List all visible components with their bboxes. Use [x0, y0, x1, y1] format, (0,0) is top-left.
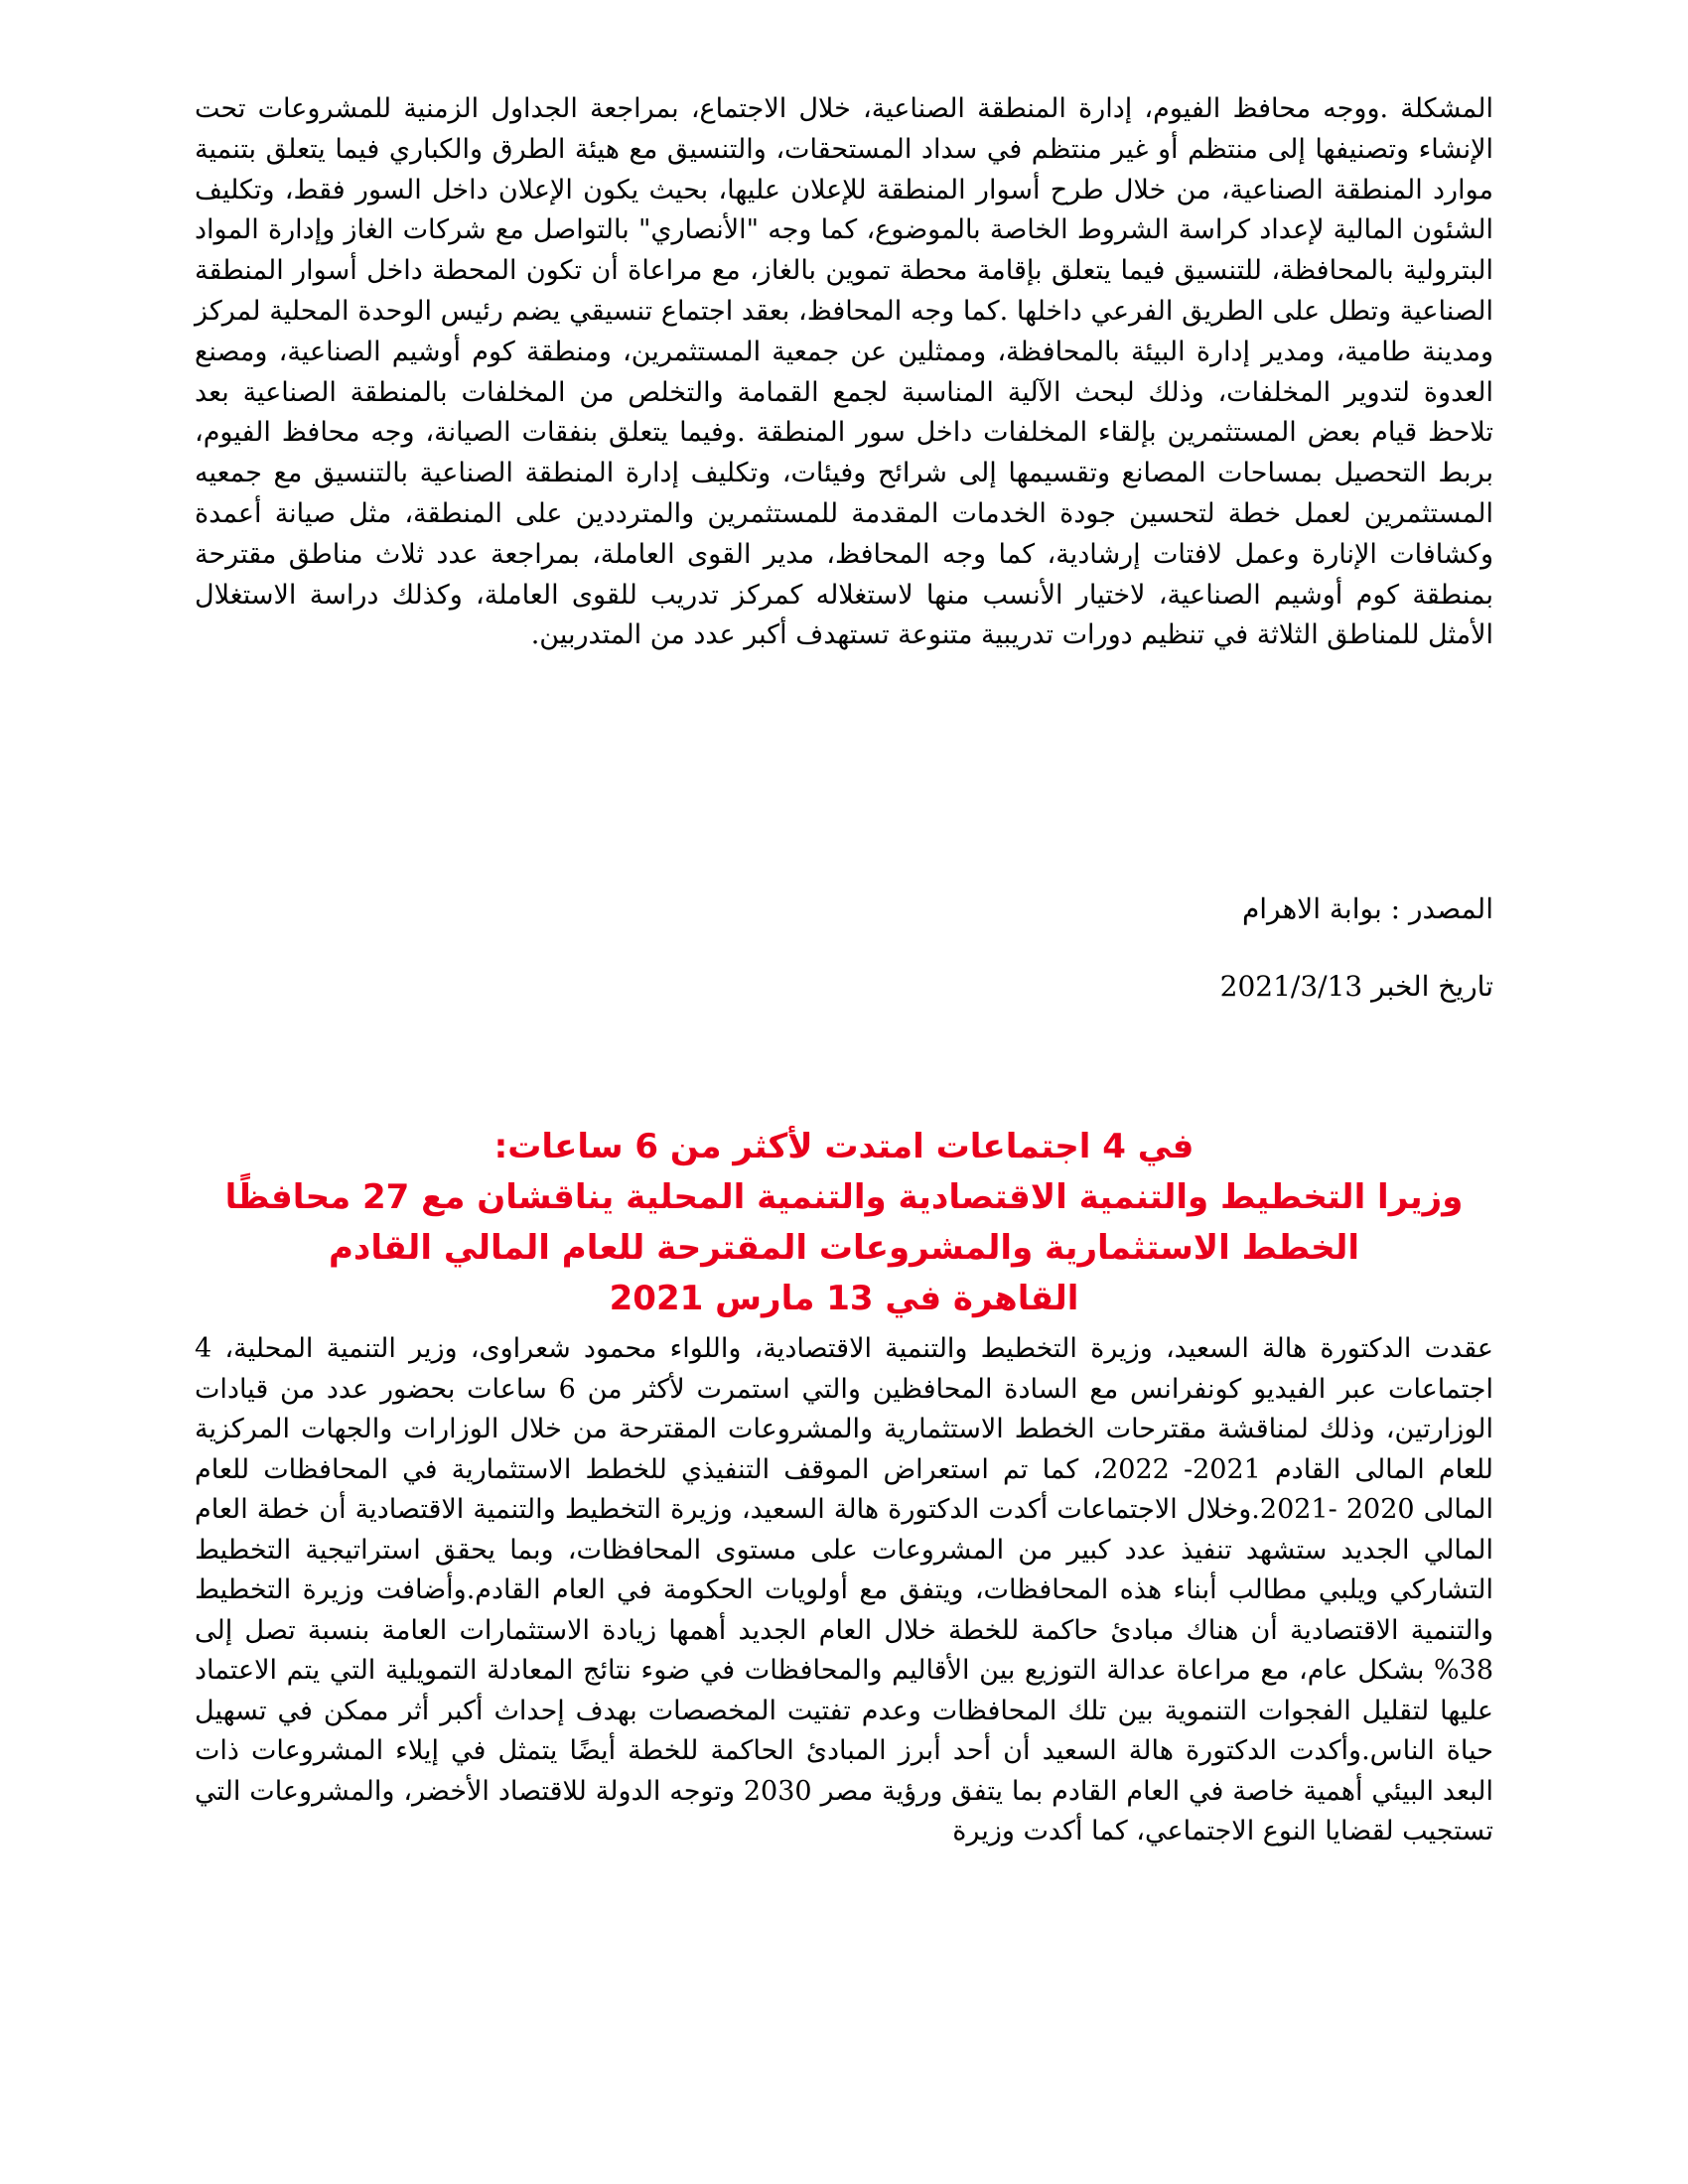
- article-headline: [195, 1122, 1493, 1324]
- headline-line-1: في 4 اجتماعات امتدت لأكثر من 6 ساعات:: [493, 1127, 1195, 1166]
- article-body-paragraph: المشكلة .ووجه محافظ الفيوم، إدارة المنطقة الصناعية، خلال الاجتماع، بمراجعة الجداول الزمنية للمشروعات تحت الإنشاء وتصنيفها إلى منتظم أو غير منتظم في سداد المستحقات، والتنسيق مع هيئة الطرق والكباري فيما يتعلق بتنمية موارد المنطقة الصناعية، من خلال طرح أسوار المنطقة للإعلان عليها، بحيث يكون الإعلان داخل السور فقط، وتكليف الشئون المالية لإعداد كراسة الشروط الخاصة بالموضوع، كما وجه "الأنصاري" بالتواصل مع شركات الغاز وإدارة المواد البترولية بالمحافظة، للتنسيق فيما يتعلق بإقامة محطة تموين بالغاز، مع مراعاة أن تكون المحطة داخل أسوار المنطقة الصناعية وتطل على الطريق الفرعي داخلها .كما وجه المحافظ، بعقد اجتماع تنسيقي يضم رئيس الوحدة المحلية لمركز ومدينة طامية، ومدير إدارة البيئة بالمحافظة، وممثلين عن جمعية المستثمرين، ومنطقة كوم أوشيم الصناعية، ومصنع العدوة لتدوير المخلفات، وذلك لبحث الآلية المناسبة لجمع القمامة والتخلص من المخلفات بالمنطقة الصناعية بعد تلاحظ قيام بعض المستثمرين بإلقاء المخلفات داخل سور المنطقة .وفيما يتعلق بنفقات الصيانة، وجه محافظ الفيوم، بربط التحصيل بمساحات المصانع وتقسيمها إلى شرائح وفيئات، وتكليف إدارة المنطقة الصناعية بالتنسيق مع جمعيه المستثمرين لعمل خطة لتحسين جودة الخدمات المقدمة للمستثمرين والمترددين على المنطقة، مثل صيانة أعمدة وكشافات الإنارة وعمل لافتات إرشادية، كما وجه المحافظ، مدير القوى العاملة، بمراجعة عدد ثلاث مناطق مقترحة بمنطقة كوم أوشيم الصناعية، لاختيار الأنسب منها لاستغلاله كمركز تدريب للقوى العاملة، وكذلك دراسة الاستغلال الأمثل للمناطق الثلاثة في تنظيم دورات تدريبية متنوعة تستهدف أكبر عدد من المتدربين.: [195, 93, 1493, 651]
- headline-dateline: القاهرة في 13 مارس 2021: [609, 1279, 1079, 1318]
- headline-line-2: وزيرا التخطيط والتنمية الاقتصادية والتنمية المحلية يناقشان مع 27 محافظًا: [224, 1177, 1464, 1217]
- headline-line-3: الخطط الاستثمارية والمشروعات المقترحة للعام المالي القادم: [328, 1228, 1360, 1268]
- news-date: تاريخ الخبر 2021/3/13: [1219, 970, 1493, 1003]
- source-attribution: المصدر : بوابة الاهرام: [1241, 892, 1493, 925]
- article-body-paragraph: عقدت الدكتورة هالة السعيد، وزيرة التخطيط والتنمية الاقتصادية، واللواء محمود شعراوى، وزير التنمية المحلية، 4 اجتماعات عبر الفيديو كونفرانس مع السادة المحافظين والتي استمرت لأكثر من 6 ساعات بحضور عدد من قيادات الوزارتين، وذلك لمناقشة مقترحات الخطط الاستثمارية والمشروعات المقترحة من خلال الوزارات والجهات المركزية للعام المالى القادم 2021- 2022، كما تم استعراض الموقف التنفيذي للخطط الاستثمارية في المحافظات للعام المالى 2020 -2021.وخلال الاجتماعات أكدت الدكتورة هالة السعيد، وزيرة التخطيط والتنمية الاقتصادية أن خطة العام المالي الجديد ستشهد تنفيذ عدد كبير من المشروعات على مستوى المحافظات، وبما يحقق استراتيجية التخطيط التشاركي ويلبي مطالب أبناء هذه المحافظات، ويتفق مع أولويات الحكومة في العام القادم.وأضافت وزيرة التخطيط والتنمية الاقتصادية أن هناك مبادئ حاكمة للخطة خلال العام الجديد أهمها زيادة الاستثمارات العامة بنسبة تصل إلى 38% بشكل عام، مع مراعاة عدالة التوزيع بين الأقاليم والمحافظات في ضوء نتائج المعادلة التمويلية التي يتم الاعتماد عليها لتقليل الفجوات التنموية بين تلك المحافظات وعدم تفتيت المخصصات بهدف إحداث أكبر أثر ممكن في تسهيل حياة الناس.وأكدت الدكتورة هالة السعيد أن أحد أبرز المبادئ الحاكمة للخطة أيضًا يتمثل في إيلاء المشروعات ذات البعد البيئي أهمية خاصة في العام القادم بما يتفق ورؤية مصر 2030 وتوجه الدولة للاقتصاد الأخضر، والمشروعات التي تستجيب لقضايا النوع الاجتماعي، كما أكدت وزيرة: [195, 1333, 1494, 1846]
